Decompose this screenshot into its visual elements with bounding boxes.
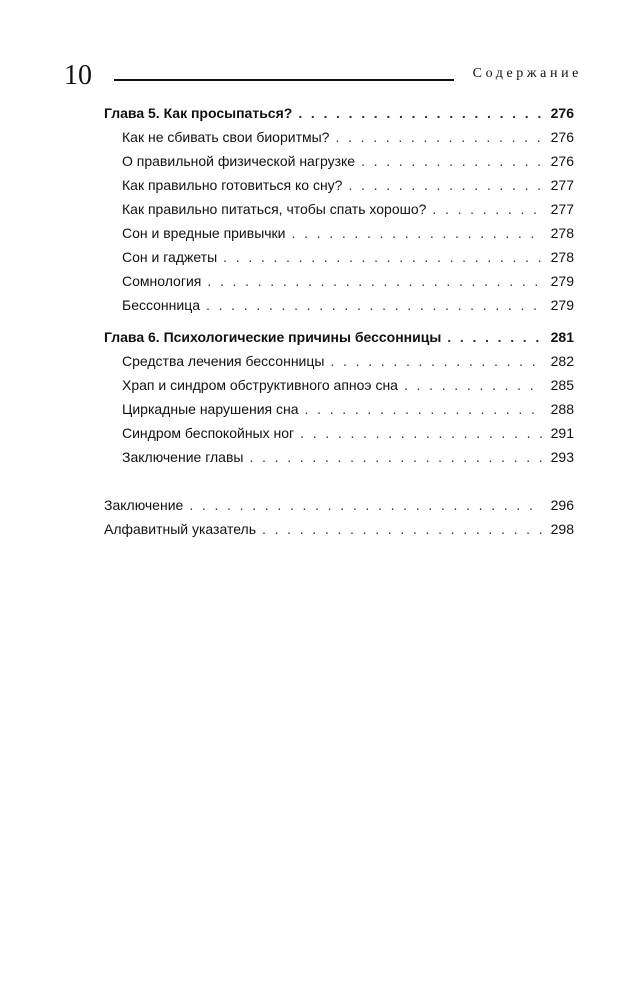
toc-chapter-label: Глава 6. Психологические причины бессонницы xyxy=(104,329,442,345)
dot-leader xyxy=(298,101,542,125)
toc-item-label: Средства лечения бессонницы xyxy=(122,353,325,369)
toc-item-label: О правильной физической нагрузке xyxy=(122,153,356,169)
toc-page-number: 279 xyxy=(550,273,574,289)
toc-conclusion[interactable] xyxy=(104,493,574,517)
toc-page-number: 276 xyxy=(550,129,574,145)
toc-item-label: Бессонница xyxy=(122,297,201,313)
dot-leader xyxy=(335,125,542,149)
dot-leader xyxy=(404,373,542,397)
toc-index[interactable] xyxy=(104,517,574,541)
toc-page-number: 278 xyxy=(550,225,574,241)
toc-item-label: Заключение главы xyxy=(122,449,244,465)
toc-chapter-label: Глава 5. Как просыпаться? xyxy=(104,105,293,121)
toc-page-number: 277 xyxy=(550,177,574,193)
toc-page-number: 296 xyxy=(550,497,574,513)
toc-item[interactable] xyxy=(104,221,574,245)
toc-page-number: 281 xyxy=(550,329,574,345)
toc-page-number: 282 xyxy=(550,353,574,369)
toc-chapter-5[interactable] xyxy=(104,101,574,125)
toc-item[interactable] xyxy=(104,173,574,197)
section-spacer xyxy=(104,469,574,493)
dot-leader xyxy=(262,517,542,541)
toc-item[interactable] xyxy=(104,421,574,445)
dot-leader xyxy=(207,269,542,293)
dot-leader xyxy=(300,421,542,445)
toc-page-number: 276 xyxy=(550,105,574,121)
toc-item[interactable] xyxy=(104,397,574,421)
toc-item[interactable] xyxy=(104,197,574,221)
toc-item-label: Храп и синдром обструктивного апноэ сна xyxy=(122,377,398,393)
toc-item-label: Как правильно питаться, чтобы спать хорошо? xyxy=(122,201,427,217)
toc-item-label: Синдром беспокойных ног xyxy=(122,425,295,441)
dot-leader xyxy=(447,325,542,349)
toc-chapter-6[interactable] xyxy=(104,325,574,349)
toc-item[interactable] xyxy=(104,373,574,397)
toc-page-number: 288 xyxy=(550,401,574,417)
toc-page-number: 279 xyxy=(550,297,574,313)
dot-leader xyxy=(223,245,542,269)
toc-item[interactable] xyxy=(104,149,574,173)
toc-item[interactable] xyxy=(104,125,574,149)
toc-item-label: Алфавитный указатель xyxy=(104,521,256,537)
dot-leader xyxy=(361,149,542,173)
section-spacer xyxy=(104,317,574,325)
toc-page-number: 291 xyxy=(550,425,574,441)
table-of-contents xyxy=(104,101,574,541)
toc-item-label: Сон и гаджеты xyxy=(122,249,218,265)
toc-item-label: Как правильно готовиться ко сну? xyxy=(122,177,343,193)
toc-item-label: Сон и вредные привычки xyxy=(122,225,286,241)
toc-item[interactable] xyxy=(104,245,574,269)
toc-page-number: 293 xyxy=(550,449,574,465)
page-number: 10 xyxy=(64,60,92,91)
dot-leader xyxy=(249,445,542,469)
dot-leader xyxy=(206,293,542,317)
dot-leader xyxy=(432,197,542,221)
dot-leader xyxy=(189,493,542,517)
toc-page-number: 278 xyxy=(550,249,574,265)
toc-page-number: 298 xyxy=(550,521,574,537)
dot-leader xyxy=(305,397,542,421)
toc-item-label: Циркадные нарушения сна xyxy=(122,401,299,417)
toc-item-label: Сомнология xyxy=(122,273,202,289)
page-header xyxy=(64,60,582,92)
header-rule xyxy=(114,79,454,81)
toc-page-number: 285 xyxy=(550,377,574,393)
toc-item[interactable] xyxy=(104,445,574,469)
dot-leader xyxy=(330,349,542,373)
toc-item-label: Как не сбивать свои биоритмы? xyxy=(122,129,330,145)
toc-item-label: Заключение xyxy=(104,497,184,513)
dot-leader xyxy=(292,221,543,245)
toc-page-number: 276 xyxy=(550,153,574,169)
toc-page-number: 277 xyxy=(550,201,574,217)
toc-item[interactable] xyxy=(104,269,574,293)
running-title: Содержание xyxy=(472,66,582,81)
toc-item[interactable] xyxy=(104,293,574,317)
toc-item[interactable] xyxy=(104,349,574,373)
dot-leader xyxy=(348,173,542,197)
